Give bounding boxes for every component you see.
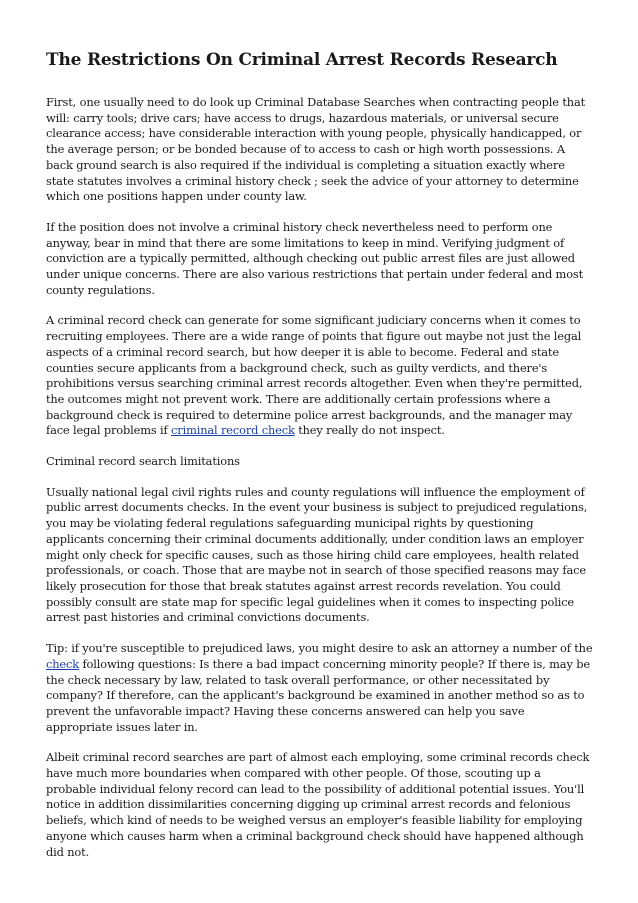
section-heading-search-limitations: Criminal record search limitations [46,454,240,469]
check-link[interactable]: check [46,656,79,671]
document-page [46,49,594,875]
paragraph-text: they really do not inspect. [294,423,445,438]
document-title: The Restrictions On Criminal Arrest Records Research [46,50,558,70]
paragraph-text: A criminal record check can generate for some significant judiciary concerns when it comes to recruiting employees. There are a wide range of points that figure out maybe not just the legal aspects of a criminal record search, but how deeper it is able to become. Federal and state counties secure applicants from a background check, such as guilty verdicts, and there's prohibitions versus searching criminal arrest records altogether. Even when they're permitted, the outcomes might not prevent work. There are additionally certain professions where a background check is required to determine police arrest backgrounds, and the manager may face legal problems if [46,313,583,438]
paragraph-boundaries: Albeit criminal record searches are part of almost each employing, some criminal records check have much more boundaries when compared with other people. Of those, scouting up a probable individual felony record can lead to the possibility of additional potential issues. You'll notice in addition dissimilarities concerning digging up criminal arrest records and felonious beliefs, which kind of needs to be weighed versus an employer's feasible liability for employing anyone which causes harm when a criminal background check should have happened although did not. [46,750,590,859]
paragraph-intro: First, one usually need to do look up Criminal Database Searches when contracting people that will: carry tools; drive cars; have access to drugs, hazardous materials, or universal secure clearance access; have considerable interaction with young people, physically handicapped, or the average person; or be bonded because of to access to cash or high worth possessions. A back ground search is also required if the individual is completing a situation exactly where state statutes involves a criminal history check ; seek the advice of your attorney to determine which one positions happen under county law. [46,95,586,204]
paragraph-text: Tip: if you're susceptible to prejudiced laws, you might desire to ask an attorney a number of the [46,641,593,656]
criminal-record-check-link[interactable]: criminal record check [171,423,295,438]
paragraph-judiciary-concerns [46,313,594,439]
paragraph-tip [46,641,594,735]
paragraph-limitations: If the position does not involve a criminal history check nevertheless need to perform one anyway, bear in mind that there are some limitations to keep in mind. Verifying judgment of conviction are a typically permitted, although checking out public arrest files are just allowed under unique concerns. There are also various restrictions that pertain under federal and most county regulations. [46,219,584,297]
paragraph-text: following questions: Is there a bad impact concerning minority people? If there is, may be the check necessary by law, related to task overall performance, or other necessitated by company? If therefore, can the applicant's background be examined in another method so as to prevent the unfavorable impact? Having these concerns answered can help you save appropriate issues later in. [46,656,590,734]
paragraph-civil-rights: Usually national legal civil rights rules and county regulations will influence the employment of public arrest documents checks. In the event your business is subject to prejudiced regulations, you may be violating federal regulations safeguarding municipal rights by questioning applicants concerning their criminal documents additionally, under condition laws an employer might only check for specific causes, such as those hiring child care employees, health related professionals, or coach. Those that are maybe not in search of those specified reasons may face likely prosecution for those that break statutes against arrest records revelation. You could possibly consult are state map for specific legal guidelines when it comes to inspecting police arrest past histories and criminal convictions documents. [46,484,588,625]
